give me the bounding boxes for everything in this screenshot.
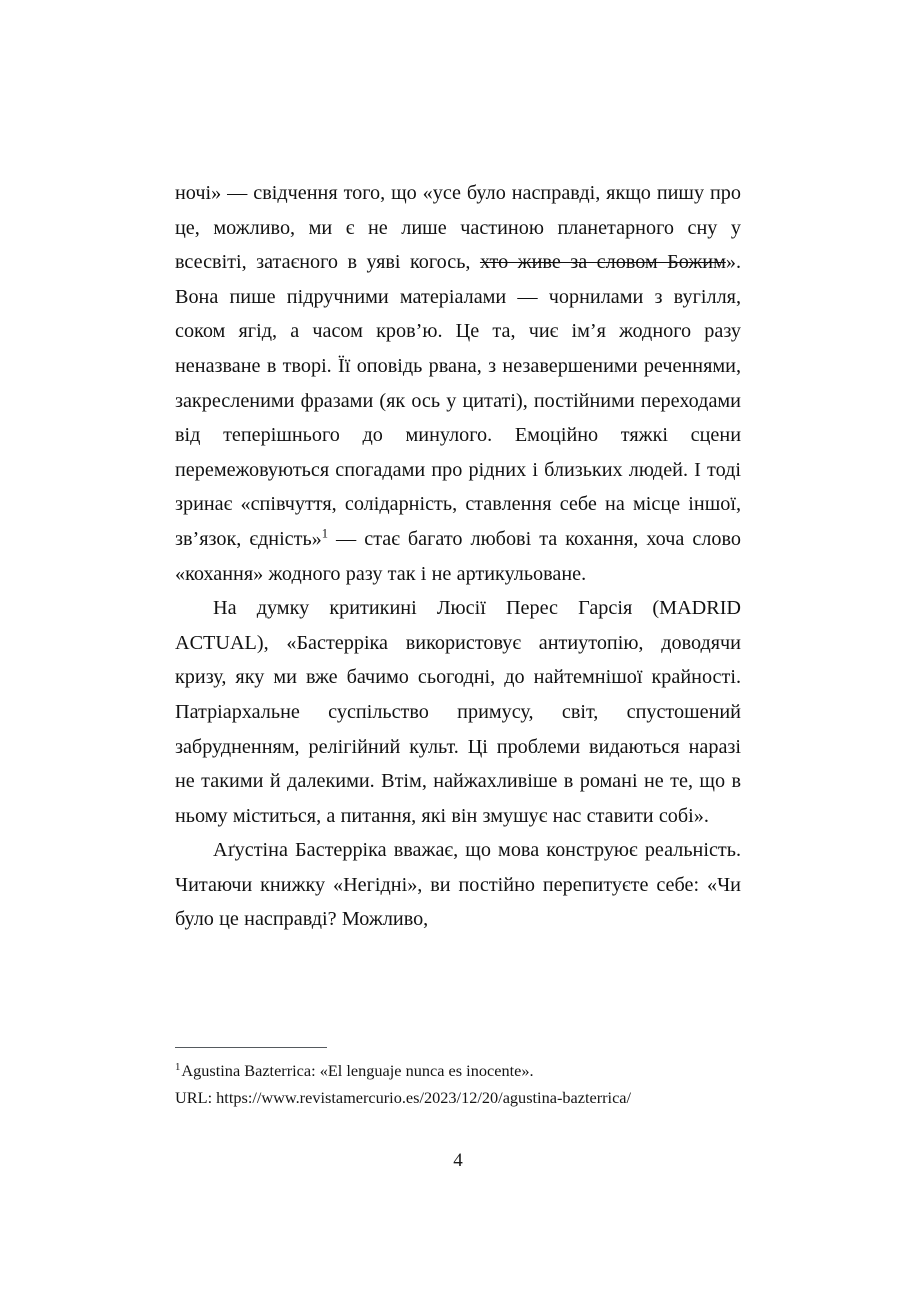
footnote-url-line[interactable]: URL: https://www.revistamercurio.es/2023/12/20/agustina-bazterrica/ bbox=[175, 1088, 632, 1107]
text-run: Аґустіна Бастерріка вважає, що мова конструює реальність. Читаючи книжку «Негідні», ви постійно перепитуєте себе: «Чи було це насправді? Можливо, bbox=[175, 839, 741, 931]
footnote-marker: 1 bbox=[175, 1060, 181, 1073]
struck-through-text: хто живе за словом Божим bbox=[479, 251, 726, 274]
page-number: 4 bbox=[453, 1150, 463, 1171]
body-text-column bbox=[175, 176, 741, 937]
footnote-separator-rule bbox=[175, 1047, 327, 1048]
text-run: ночі» — свідчення того, що «усе було насправді, якщо пишу про це, можливо, ми є не лише частиною планетарного сну у всесвіті, затаєного в уяві когось, bbox=[175, 182, 741, 274]
footnote-citation-text: Agustina Bazterrica: «El lenguaje nunca es inocente». bbox=[181, 1061, 534, 1080]
paragraph-3 bbox=[175, 833, 741, 937]
text-run: — стає багато любові та кохання, хоча слово «кохання» жодного разу так і не артикульоване. bbox=[175, 527, 741, 585]
text-run: На думку критикині Люсії Перес Гарсія (MADRID ACTUAL), «Бастерріка використовує антиутопію, доводячи кризу, яку ми вже бачимо сьогодні, до найтемнішої крайності. Патріархальне суспільство примусу, світ, спустошений забрудненням, релігійний культ. Ці проблеми видаються наразі не такими й далекими. Втім, найжахливіше в романі не те, що в ньому міститься, а питання, які він змушує нас ставити собі». bbox=[175, 597, 741, 827]
paragraph-1 bbox=[175, 176, 741, 591]
footnote-citation-line bbox=[175, 1057, 741, 1084]
paragraph-2 bbox=[175, 591, 741, 833]
footnote-block bbox=[175, 1057, 741, 1111]
text-run: ». Вона пише підручними матеріалами — чорнилами з вугілля, соком ягід, а часом кров’ю. Це та, чиє ім’я жодного разу неназване в творі. Її оповідь рвана, з незавершеними реченнями, закресленими фразами (як ось у цитаті), постійними переходами від теперішнього до минулого. Емоційно тяжкі сцени перемежовуються спогадами про рідних і близьких людей. І тоді зринає «співчуття, солідарність, ставлення себе на місце іншої, зв’язок, єдність» bbox=[175, 251, 741, 550]
footnote-reference[interactable]: 1 bbox=[321, 526, 329, 541]
